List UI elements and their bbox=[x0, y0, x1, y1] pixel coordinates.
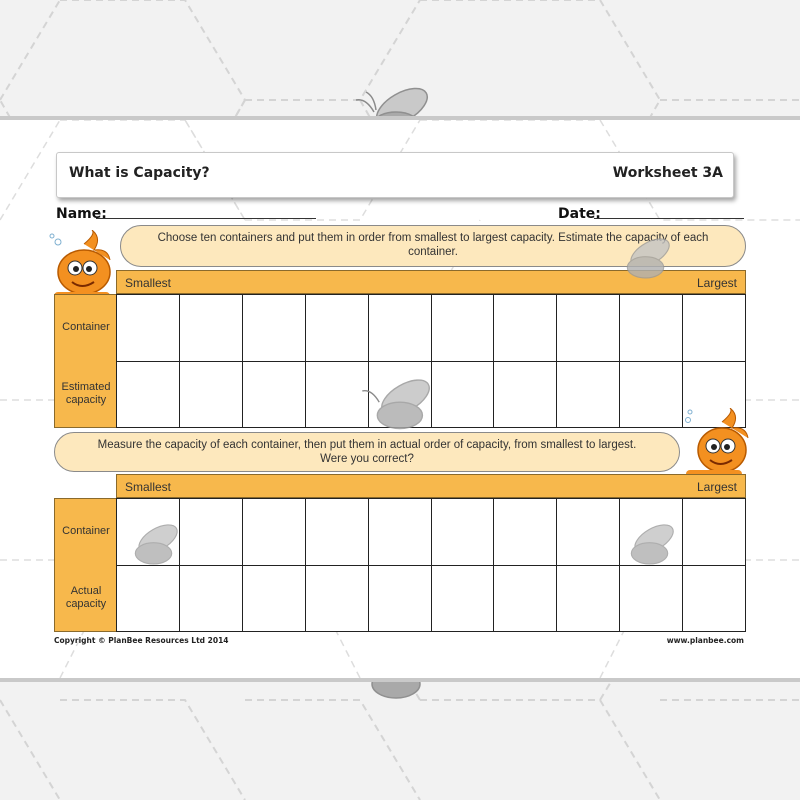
smallest-label: Smallest bbox=[125, 480, 172, 494]
answer-cell[interactable] bbox=[306, 499, 369, 566]
answer-cell[interactable] bbox=[620, 295, 683, 362]
website-text: www.planbee.com bbox=[666, 636, 744, 645]
answer-cell[interactable] bbox=[180, 362, 243, 429]
largest-label: Largest bbox=[696, 480, 737, 494]
instruction-text-2: Measure the capacity of each container, then put them in actual order of capacity, from smallest to largest. Were you correct? bbox=[97, 439, 637, 465]
answer-cell[interactable] bbox=[683, 499, 746, 566]
bee-watermark-icon bbox=[120, 520, 184, 570]
answer-cell[interactable] bbox=[557, 295, 620, 362]
answer-cell[interactable] bbox=[180, 295, 243, 362]
answer-cell[interactable] bbox=[620, 362, 683, 429]
largest-label: Largest bbox=[696, 276, 737, 290]
answer-cell[interactable] bbox=[432, 566, 495, 633]
answer-cell[interactable] bbox=[494, 566, 557, 633]
row-label-column-2 bbox=[54, 498, 117, 632]
answer-cell[interactable] bbox=[306, 566, 369, 633]
table-header-band-2 bbox=[116, 474, 746, 498]
row-label-container: Container bbox=[62, 525, 110, 537]
answer-cell[interactable] bbox=[557, 566, 620, 633]
answer-cell[interactable] bbox=[243, 362, 306, 429]
answer-cell[interactable] bbox=[243, 295, 306, 362]
row-label-column-1 bbox=[54, 294, 117, 428]
answer-cell[interactable] bbox=[432, 362, 495, 429]
answer-cell[interactable] bbox=[557, 499, 620, 566]
page-title: What is Capacity? bbox=[69, 165, 210, 181]
answer-cell[interactable] bbox=[494, 295, 557, 362]
answer-cell[interactable] bbox=[117, 295, 180, 362]
copyright-text: Copyright © PlanBee Resources Ltd 2014 bbox=[54, 636, 229, 645]
answer-cell[interactable] bbox=[683, 295, 746, 362]
row-label-estimated-capacity: Estimated capacity bbox=[61, 381, 111, 406]
fish-mascot-icon bbox=[682, 408, 762, 484]
answer-cell[interactable] bbox=[306, 295, 369, 362]
answer-cell[interactable] bbox=[620, 566, 683, 633]
answer-cell[interactable] bbox=[683, 566, 746, 633]
date-label: Date: bbox=[558, 206, 601, 222]
answer-cell[interactable] bbox=[369, 566, 432, 633]
instruction-bubble-2 bbox=[54, 432, 680, 472]
answer-cell[interactable] bbox=[117, 566, 180, 633]
answer-cell[interactable] bbox=[369, 499, 432, 566]
answer-cell[interactable] bbox=[432, 499, 495, 566]
answer-cell[interactable] bbox=[180, 566, 243, 633]
answer-cell[interactable] bbox=[117, 362, 180, 429]
bee-watermark-icon bbox=[358, 374, 438, 436]
title-bar bbox=[56, 152, 734, 198]
answer-cell[interactable] bbox=[243, 566, 306, 633]
worksheet-number: Worksheet 3A bbox=[612, 165, 723, 181]
name-label: Name: bbox=[56, 206, 107, 222]
answer-cell[interactable] bbox=[180, 499, 243, 566]
answer-cell[interactable] bbox=[369, 295, 432, 362]
smallest-label: Smallest bbox=[125, 276, 172, 290]
answer-cell[interactable] bbox=[432, 295, 495, 362]
bee-watermark-icon bbox=[612, 234, 676, 284]
worksheet-page bbox=[0, 116, 800, 682]
answer-cell[interactable] bbox=[494, 362, 557, 429]
instruction-text-1: Choose ten containers and put them in order from smallest to largest capacity. Estimate the capacity of each container. bbox=[157, 232, 709, 258]
date-field-line[interactable] bbox=[594, 218, 744, 219]
row-label-actual-capacity: Actual capacity bbox=[65, 585, 107, 610]
answer-cell[interactable] bbox=[243, 499, 306, 566]
row-label-container: Container bbox=[62, 321, 110, 333]
answer-cell[interactable] bbox=[557, 362, 620, 429]
bee-watermark-icon bbox=[616, 520, 680, 570]
name-field-line[interactable] bbox=[96, 218, 316, 219]
answer-cell[interactable] bbox=[494, 499, 557, 566]
